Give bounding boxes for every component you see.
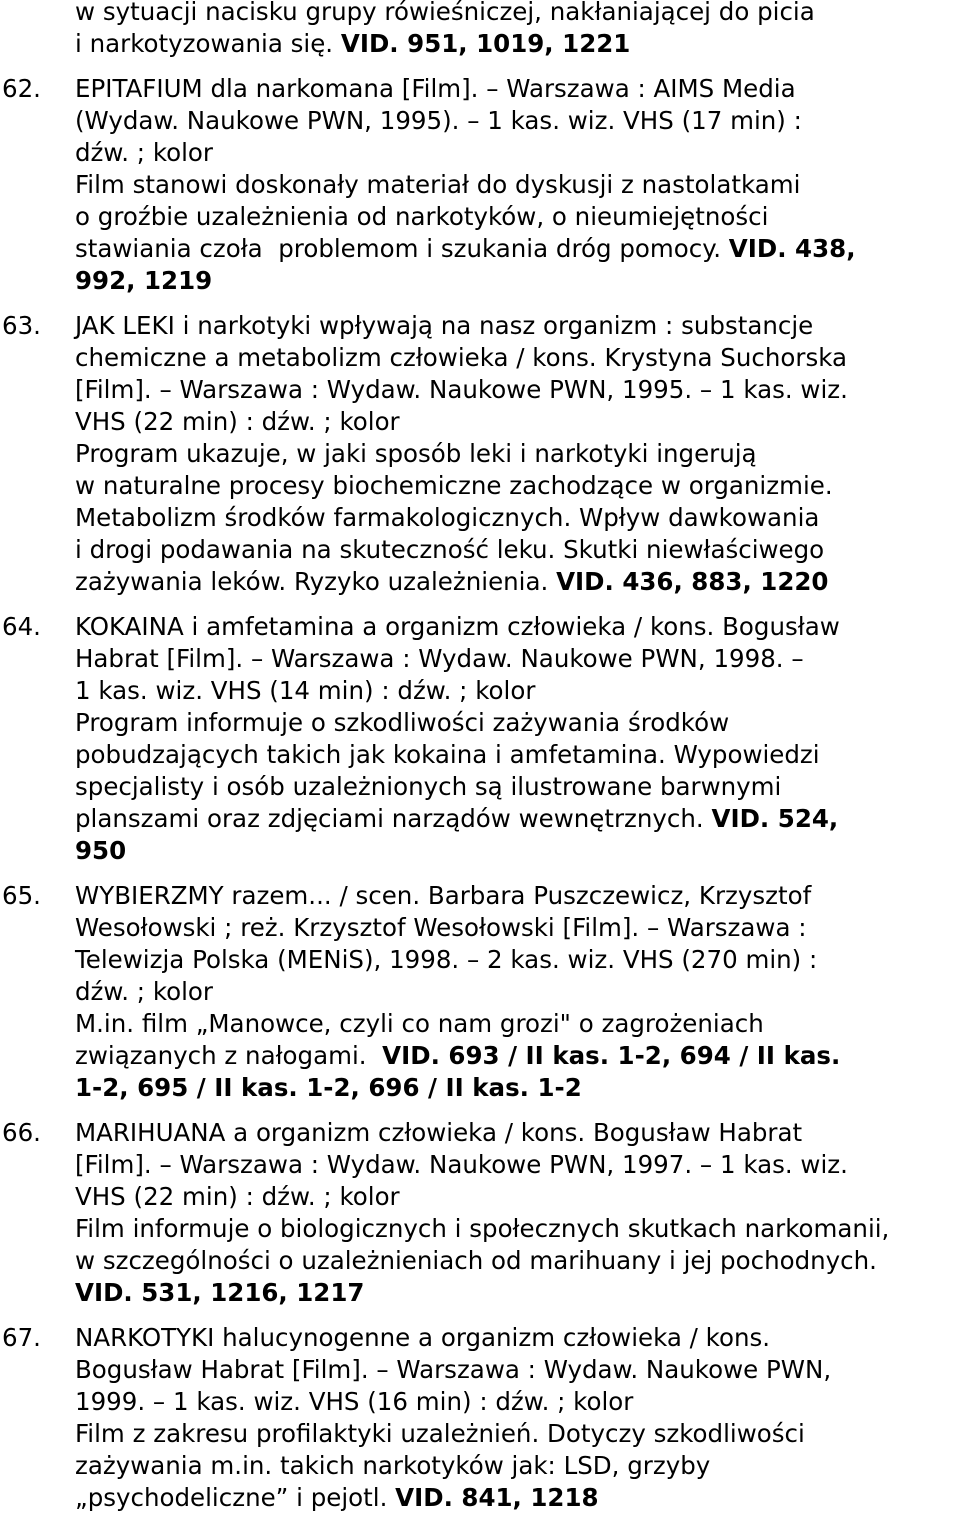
entry-line	[75, 137, 960, 169]
entry-line	[75, 1386, 960, 1418]
entry-text: Metabolizm środków farmakologicznych. Wpływ dawkowania	[75, 503, 820, 532]
entry-text: M.in. film „Manowce, czyli co nam grozi" o zagrożeniach	[75, 1009, 764, 1038]
entry-text: w naturalne procesy biochemiczne zachodzące w organizmie.	[75, 471, 833, 500]
entry-text: zażywania m.in. takich narkotyków jak: LSD, grzyby	[75, 1451, 711, 1480]
entry-line	[75, 643, 960, 675]
entry-line	[75, 0, 960, 28]
catalog-entry-66	[0, 1117, 960, 1309]
entry-text: [Film]. – Warszawa : Wydaw. Naukowe PWN, 1995. – 1 kas. wiz.	[75, 375, 848, 404]
entry-line	[75, 28, 960, 60]
entry-text: JAK LEKI i narkotyki wpływają na nasz organizm : substancje	[75, 311, 814, 340]
entry-line	[75, 1450, 960, 1482]
entry-line	[75, 502, 960, 534]
entry-text: „psychodeliczne” i pejotl.	[75, 1483, 396, 1512]
entry-line	[75, 201, 960, 233]
entry-line	[75, 912, 960, 944]
entry-text: zażywania leków. Ryzyko uzależnienia.	[75, 567, 557, 596]
entry-text: w szczególności o uzależnieniach od marihuany i jej pochodnych.	[75, 1246, 877, 1275]
entry-text: i narkotyzowania się.	[75, 29, 341, 58]
entry-line	[75, 880, 960, 912]
entry-text: w sytuacji nacisku grupy rówieśniczej, nakłaniającej do picia	[75, 0, 815, 26]
entry-line	[75, 310, 960, 342]
entry-text: (Wydaw. Naukowe PWN, 1995). – 1 kas. wiz. VHS (17 min) :	[75, 106, 802, 135]
entry-text: EPITAFIUM dla narkomana [Film]. – Warszawa : AIMS Media	[75, 74, 796, 103]
entry-text: dźw. ; kolor	[75, 977, 213, 1006]
entry-line	[75, 374, 960, 406]
entry-text: KOKAINA i amfetamina a organizm człowieka / kons. Bogusław	[75, 612, 840, 641]
entry-text: Telewizja Polska (MENiS), 1998. – 2 kas. wiz. VHS (270 min) :	[75, 945, 818, 974]
entry-text: Film stanowi doskonały materiał do dyskusji z nastolatkami	[75, 170, 801, 199]
catalog-entry-63	[0, 310, 960, 598]
vid-reference: 1-2, 695 / II kas. 1-2, 696 / II kas. 1-2	[75, 1073, 582, 1102]
vid-reference: VID. 841, 1218	[395, 1483, 599, 1512]
entry-line	[75, 1322, 960, 1354]
entry-line	[75, 675, 960, 707]
entry-text: Film z zakresu profilaktyki uzależnień. Dotyczy szkodliwości	[75, 1419, 805, 1448]
entry-text: planszami oraz zdjęciami narządów wewnętrznych.	[75, 804, 712, 833]
entry-line	[75, 1181, 960, 1213]
entry-text: Film informuje o biologicznych i społecznych skutkach narkomanii,	[75, 1214, 890, 1243]
entry-number: 66.	[2, 1118, 41, 1147]
entry-line	[75, 1008, 960, 1040]
entry-text: związanych z nałogami.	[75, 1041, 383, 1070]
vid-reference: VID. 951, 1019, 1221	[340, 29, 631, 58]
entry-line	[75, 1117, 960, 1149]
vid-reference: VID. 531, 1216, 1217	[75, 1278, 365, 1307]
catalog-entry-67	[0, 1322, 960, 1514]
vid-reference: VID. 693 / II kas. 1-2, 694 / II kas.	[382, 1041, 841, 1070]
vid-reference: VID. 524,	[711, 804, 839, 833]
entry-text: NARKOTYKI halucynogenne a organizm człowieka / kons.	[75, 1323, 771, 1352]
entry-line	[75, 105, 960, 137]
vid-reference: VID. 436, 883, 1220	[556, 567, 829, 596]
entry-text: i drogi podawania na skuteczność leku. Skutki niewłaściwego	[75, 535, 825, 564]
catalog-entry-64	[0, 611, 960, 867]
entry-text: VHS (22 min) : dźw. ; kolor	[75, 1182, 400, 1211]
entry-text: [Film]. – Warszawa : Wydaw. Naukowe PWN, 1997. – 1 kas. wiz.	[75, 1150, 848, 1179]
entry-line	[75, 73, 960, 105]
entry-line	[75, 1213, 960, 1245]
entry-line	[75, 611, 960, 643]
entry-line	[75, 944, 960, 976]
entry-line	[75, 1072, 960, 1104]
vid-reference: 992, 1219	[75, 266, 213, 295]
entry-line	[75, 1149, 960, 1181]
entry-line	[75, 739, 960, 771]
entry-number: 67.	[2, 1323, 41, 1352]
catalog-entry-62	[0, 73, 960, 297]
vid-reference: VID. 438,	[728, 234, 856, 263]
entry-text: Wesołowski ; reż. Krzysztof Wesołowski [Film]. – Warszawa :	[75, 913, 807, 942]
entry-line	[75, 976, 960, 1008]
entry-text: 1999. – 1 kas. wiz. VHS (16 min) : dźw. ; kolor	[75, 1387, 634, 1416]
entry-line	[75, 771, 960, 803]
entry-text: 1 kas. wiz. VHS (14 min) : dźw. ; kolor	[75, 676, 536, 705]
entry-line	[75, 566, 960, 598]
entry-line	[75, 707, 960, 739]
entry-line	[75, 233, 960, 265]
entry-line	[75, 342, 960, 374]
entry-line	[75, 169, 960, 201]
entry-text: dźw. ; kolor	[75, 138, 213, 167]
entry-line	[75, 1245, 960, 1277]
entry-line	[75, 470, 960, 502]
entry-number: 62.	[2, 74, 41, 103]
entry-line	[75, 803, 960, 835]
entry-text: chemiczne a metabolizm człowieka / kons. Krystyna Suchorska	[75, 343, 847, 372]
entry-line	[75, 1277, 960, 1309]
entry-line	[75, 1418, 960, 1450]
entry-text: specjalisty i osób uzależnionych są ilustrowane barwnymi	[75, 772, 782, 801]
entry-line	[75, 1040, 960, 1072]
entry-number: 64.	[2, 612, 41, 641]
entry-text: Program informuje o szkodliwości zażywania środków	[75, 708, 730, 737]
entry-text: VHS (22 min) : dźw. ; kolor	[75, 407, 400, 436]
entry-line	[75, 1482, 960, 1514]
entry-line	[75, 1354, 960, 1386]
entry-line	[75, 534, 960, 566]
entry-line	[75, 438, 960, 470]
entry-text: Program ukazuje, w jaki sposób leki i narkotyki ingerują	[75, 439, 757, 468]
entry-text: WYBIERZMY razem... / scen. Barbara Puszczewicz, Krzysztof	[75, 881, 812, 910]
entry-text: Bogusław Habrat [Film]. – Warszawa : Wydaw. Naukowe PWN,	[75, 1355, 832, 1384]
entry-text: Habrat [Film]. – Warszawa : Wydaw. Naukowe PWN, 1998. –	[75, 644, 804, 673]
entry-text: o groźbie uzależnienia od narkotyków, o nieumiejętności	[75, 202, 769, 231]
entry-line	[75, 835, 960, 867]
entry-line	[75, 265, 960, 297]
entry-number: 63.	[2, 311, 41, 340]
entry-number: 65.	[2, 881, 41, 910]
catalog-entry-continuation	[0, 0, 960, 60]
catalog-entry-65	[0, 880, 960, 1104]
vid-reference: 950	[75, 836, 127, 865]
entry-text: MARIHUANA a organizm człowieka / kons. Bogusław Habrat	[75, 1118, 803, 1147]
entry-text: stawiania czoła problemom i szukania dróg pomocy.	[75, 234, 729, 263]
entry-line	[75, 406, 960, 438]
entry-text: pobudzających takich jak kokaina i amfetamina. Wypowiedzi	[75, 740, 820, 769]
